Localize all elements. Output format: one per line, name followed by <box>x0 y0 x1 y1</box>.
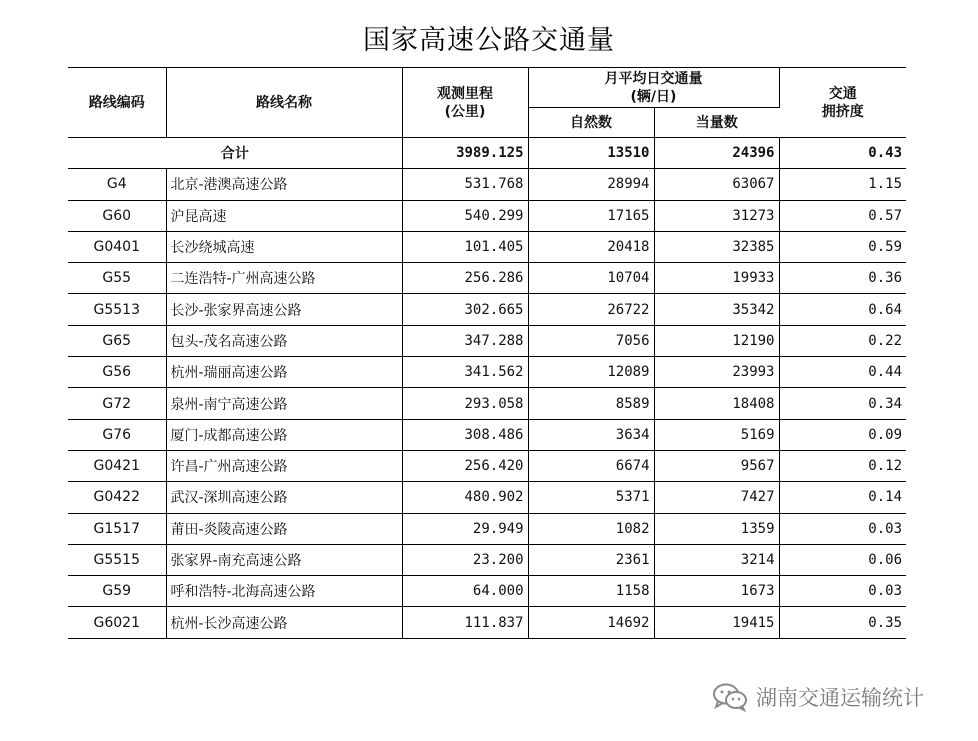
route-name-cell: 长沙绕城高速 <box>166 231 402 262</box>
route-code-cell: G6021 <box>68 607 166 638</box>
route-code-cell: G65 <box>68 325 166 356</box>
equivalent-count-cell: 7427 <box>654 482 779 513</box>
header-natural-count: 自然数 <box>528 108 654 138</box>
congestion-cell: 0.59 <box>779 231 906 262</box>
congestion-cell: 0.34 <box>779 388 906 419</box>
table-row <box>68 482 906 513</box>
route-name-cell: 呼和浩特-北海高速公路 <box>166 576 402 607</box>
equivalent-count-cell: 1673 <box>654 576 779 607</box>
header-route-code: 路线编码 <box>68 68 166 138</box>
route-code-cell: G76 <box>68 419 166 450</box>
mileage-cell: 64.000 <box>402 576 528 607</box>
table-row <box>68 200 906 231</box>
natural-count-cell: 8589 <box>528 388 654 419</box>
equivalent-count-cell: 1359 <box>654 513 779 544</box>
equivalent-count-cell: 23993 <box>654 357 779 388</box>
route-code-cell: G60 <box>68 200 166 231</box>
route-code-cell: G0401 <box>68 231 166 262</box>
wechat-icon <box>712 682 748 712</box>
congestion-cell: 0.09 <box>779 419 906 450</box>
natural-count-cell: 5371 <box>528 482 654 513</box>
congestion-cell: 0.03 <box>779 513 906 544</box>
equivalent-count-cell: 19933 <box>654 263 779 294</box>
route-code-cell: G4 <box>68 169 166 200</box>
mileage-cell: 347.288 <box>402 325 528 356</box>
equivalent-count-cell: 19415 <box>654 607 779 638</box>
route-name-cell: 莆田-炎陵高速公路 <box>166 513 402 544</box>
natural-count-cell: 1158 <box>528 576 654 607</box>
equivalent-count-cell: 9567 <box>654 450 779 481</box>
page-title: 国家高速公路交通量 <box>363 25 615 56</box>
congestion-cell: 0.64 <box>779 294 906 325</box>
table-row <box>68 419 906 450</box>
equivalent-count-cell: 63067 <box>654 169 779 200</box>
route-name-cell: 武汉-深圳高速公路 <box>166 482 402 513</box>
mileage-cell: 256.286 <box>402 263 528 294</box>
header-congestion <box>779 68 906 138</box>
header-daily-traffic-line2: (辆/日) <box>630 88 677 105</box>
table-row <box>68 450 906 481</box>
route-code-cell: G0422 <box>68 482 166 513</box>
mileage-cell: 23.200 <box>402 544 528 575</box>
route-code-cell: G5513 <box>68 294 166 325</box>
natural-count-cell: 26722 <box>528 294 654 325</box>
congestion-cell: 0.06 <box>779 544 906 575</box>
natural-count-cell: 14692 <box>528 607 654 638</box>
mileage-cell: 293.058 <box>402 388 528 419</box>
table-row <box>68 576 906 607</box>
natural-count-cell: 7056 <box>528 325 654 356</box>
natural-count-cell: 28994 <box>528 169 654 200</box>
route-code-cell: G55 <box>68 263 166 294</box>
route-name-cell: 二连浩特-广州高速公路 <box>166 263 402 294</box>
header-equivalent-count: 当量数 <box>654 108 779 138</box>
total-mileage: 3989.125 <box>402 138 528 169</box>
route-name-cell: 张家界-南充高速公路 <box>166 544 402 575</box>
equivalent-count-cell: 3214 <box>654 544 779 575</box>
congestion-cell: 0.22 <box>779 325 906 356</box>
natural-count-cell: 3634 <box>528 419 654 450</box>
mileage-cell: 480.902 <box>402 482 528 513</box>
table-row <box>68 513 906 544</box>
congestion-cell: 1.15 <box>779 169 906 200</box>
watermark-text: 湖南交通运输统计 <box>756 686 924 710</box>
total-label: 合计 <box>68 138 402 169</box>
header-congestion-line2: 拥挤度 <box>821 103 864 120</box>
mileage-cell: 302.665 <box>402 294 528 325</box>
equivalent-count-cell: 5169 <box>654 419 779 450</box>
route-name-cell: 长沙-张家界高速公路 <box>166 294 402 325</box>
total-row <box>68 138 906 169</box>
route-code-cell: G0421 <box>68 450 166 481</box>
table-row <box>68 231 906 262</box>
route-name-cell: 许昌-广州高速公路 <box>166 450 402 481</box>
equivalent-count-cell: 18408 <box>654 388 779 419</box>
congestion-cell: 0.36 <box>779 263 906 294</box>
table-row <box>68 169 906 200</box>
congestion-cell: 0.57 <box>779 200 906 231</box>
route-name-cell: 包头-茂名高速公路 <box>166 325 402 356</box>
header-congestion-line1: 交通 <box>828 85 857 102</box>
equivalent-count-cell: 35342 <box>654 294 779 325</box>
table-row <box>68 325 906 356</box>
route-code-cell: G1517 <box>68 513 166 544</box>
route-name-cell: 厦门-成都高速公路 <box>166 419 402 450</box>
natural-count-cell: 6674 <box>528 450 654 481</box>
congestion-cell: 0.44 <box>779 357 906 388</box>
route-code-cell: G72 <box>68 388 166 419</box>
equivalent-count-cell: 31273 <box>654 200 779 231</box>
table-row <box>68 607 906 638</box>
mileage-cell: 531.768 <box>402 169 528 200</box>
congestion-cell: 0.14 <box>779 482 906 513</box>
mileage-cell: 540.299 <box>402 200 528 231</box>
equivalent-count-cell: 12190 <box>654 325 779 356</box>
mileage-cell: 111.837 <box>402 607 528 638</box>
mileage-cell: 29.949 <box>402 513 528 544</box>
mileage-cell: 101.405 <box>402 231 528 262</box>
total-congestion: 0.43 <box>779 138 906 169</box>
watermark <box>712 680 924 714</box>
header-route-name: 路线名称 <box>166 68 402 138</box>
total-equivalent: 24396 <box>654 138 779 169</box>
traffic-table <box>68 67 906 639</box>
mileage-cell: 341.562 <box>402 357 528 388</box>
congestion-cell: 0.03 <box>779 576 906 607</box>
route-name-cell: 北京-港澳高速公路 <box>166 169 402 200</box>
route-name-cell: 杭州-瑞丽高速公路 <box>166 357 402 388</box>
natural-count-cell: 12089 <box>528 357 654 388</box>
mileage-cell: 308.486 <box>402 419 528 450</box>
table-row <box>68 294 906 325</box>
route-code-cell: G56 <box>68 357 166 388</box>
natural-count-cell: 20418 <box>528 231 654 262</box>
table-row <box>68 357 906 388</box>
mileage-cell: 256.420 <box>402 450 528 481</box>
congestion-cell: 0.35 <box>779 607 906 638</box>
equivalent-count-cell: 32385 <box>654 231 779 262</box>
natural-count-cell: 1082 <box>528 513 654 544</box>
natural-count-cell: 17165 <box>528 200 654 231</box>
route-name-cell: 沪昆高速 <box>166 200 402 231</box>
table-row <box>68 388 906 419</box>
table-row <box>68 263 906 294</box>
header-daily-traffic-line1: 月平均日交通量 <box>604 70 703 87</box>
total-natural: 13510 <box>528 138 654 169</box>
table-row <box>68 544 906 575</box>
route-code-cell: G5515 <box>68 544 166 575</box>
route-code-cell: G59 <box>68 576 166 607</box>
natural-count-cell: 10704 <box>528 263 654 294</box>
route-name-cell: 杭州-长沙高速公路 <box>166 607 402 638</box>
natural-count-cell: 2361 <box>528 544 654 575</box>
congestion-cell: 0.12 <box>779 450 906 481</box>
route-name-cell: 泉州-南宁高速公路 <box>166 388 402 419</box>
header-mileage-line2: (公里) <box>444 103 486 120</box>
header-mileage-line1: 观测里程 <box>437 85 493 102</box>
header-mileage <box>402 68 528 138</box>
header-daily-traffic <box>528 68 779 108</box>
